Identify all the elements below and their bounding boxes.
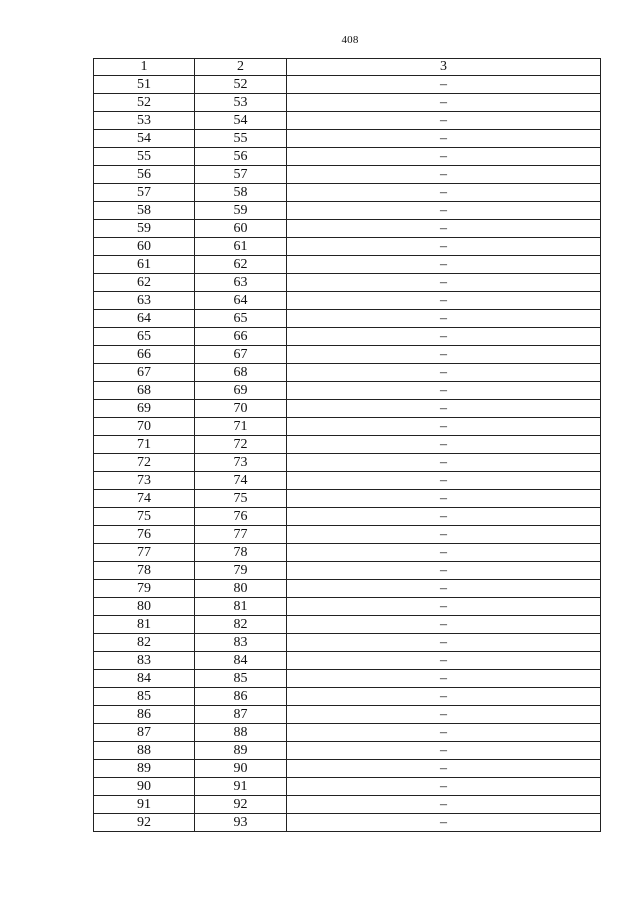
table-cell-col-1: 74 [94,490,195,508]
table-cell-col-1: 67 [94,364,195,382]
table-cell-col-1: 92 [94,814,195,832]
table-row [94,598,601,616]
table-row [94,670,601,688]
table-cell-col-2: 83 [195,634,287,652]
table-cell-col-2: 73 [195,454,287,472]
table-cell-col-1: 84 [94,670,195,688]
table-cell-col-1: 71 [94,436,195,454]
table-row [94,742,601,760]
table-cell-col-3: – [287,256,601,274]
table-cell-col-3: – [287,760,601,778]
table-cell-col-1: 73 [94,472,195,490]
table-row [94,328,601,346]
table-row [94,562,601,580]
table-cell-col-3: – [287,616,601,634]
table-cell-col-3: – [287,184,601,202]
table-cell-col-1: 66 [94,346,195,364]
table-cell-col-3: – [287,238,601,256]
table-cell-col-3: – [287,76,601,94]
table-cell-col-1: 91 [94,796,195,814]
table-cell-col-3: – [287,742,601,760]
table-cell-col-1: 63 [94,292,195,310]
table-cell-col-3: – [287,148,601,166]
table-cell-col-3: – [287,400,601,418]
table-row [94,256,601,274]
data-table [93,58,601,832]
table-cell-col-1: 75 [94,508,195,526]
table-cell-col-2: 61 [195,238,287,256]
page-number: 408 [341,34,359,46]
table-cell-col-2: 70 [195,400,287,418]
table-cell-col-1: 59 [94,220,195,238]
table-row [94,436,601,454]
table-cell-col-1: 78 [94,562,195,580]
table-cell-col-1: 86 [94,706,195,724]
table-cell-col-2: 63 [195,274,287,292]
table-cell-col-1: 82 [94,634,195,652]
table-cell-col-2: 60 [195,220,287,238]
table-cell-col-3: – [287,778,601,796]
table-cell-col-1: 77 [94,544,195,562]
table-cell-col-2: 54 [195,112,287,130]
table-cell-col-1: 56 [94,166,195,184]
table-cell-col-3: – [287,670,601,688]
table-row [94,202,601,220]
table-row [94,130,601,148]
column-header-1: 1 [94,59,195,76]
table-cell-col-2: 57 [195,166,287,184]
table-row [94,166,601,184]
table-cell-col-2: 89 [195,742,287,760]
table-cell-col-2: 66 [195,328,287,346]
table-cell-col-2: 71 [195,418,287,436]
table-cell-col-3: – [287,724,601,742]
table-cell-col-2: 69 [195,382,287,400]
table-cell-col-1: 80 [94,598,195,616]
table-row [94,724,601,742]
table-cell-col-2: 68 [195,364,287,382]
table-cell-col-2: 81 [195,598,287,616]
table-cell-col-2: 91 [195,778,287,796]
column-header-3: 3 [287,59,601,76]
table-cell-col-2: 93 [195,814,287,832]
table-cell-col-1: 51 [94,76,195,94]
table-row [94,238,601,256]
table-cell-col-3: – [287,562,601,580]
table-cell-col-3: – [287,508,601,526]
table-row [94,400,601,418]
table-row [94,814,601,832]
table-row [94,418,601,436]
table-cell-col-3: – [287,796,601,814]
table-cell-col-3: – [287,364,601,382]
table-cell-col-1: 85 [94,688,195,706]
table-cell-col-3: – [287,346,601,364]
table-cell-col-1: 52 [94,94,195,112]
table-cell-col-3: – [287,202,601,220]
table-cell-col-1: 69 [94,400,195,418]
table-cell-col-3: – [287,454,601,472]
table-row [94,184,601,202]
table-row [94,454,601,472]
table-row [94,544,601,562]
table-row [94,220,601,238]
table-cell-col-2: 75 [195,490,287,508]
table-cell-col-3: – [287,130,601,148]
table-cell-col-2: 65 [195,310,287,328]
table-cell-col-2: 76 [195,508,287,526]
table-row [94,364,601,382]
table-cell-col-2: 56 [195,148,287,166]
table-cell-col-1: 55 [94,148,195,166]
table-cell-col-3: – [287,310,601,328]
table-cell-col-3: – [287,328,601,346]
table-cell-col-1: 88 [94,742,195,760]
table-body [94,76,601,832]
table-cell-col-1: 87 [94,724,195,742]
table-cell-col-3: – [287,526,601,544]
table-cell-col-2: 53 [195,94,287,112]
table-cell-col-3: – [287,472,601,490]
table-cell-col-3: – [287,382,601,400]
table-row [94,616,601,634]
table-cell-col-2: 92 [195,796,287,814]
table-row [94,112,601,130]
table-cell-col-3: – [287,112,601,130]
table-cell-col-2: 79 [195,562,287,580]
table-cell-col-1: 61 [94,256,195,274]
table-cell-col-2: 80 [195,580,287,598]
table-cell-col-2: 87 [195,706,287,724]
table-cell-col-3: – [287,814,601,832]
table-row [94,526,601,544]
table-cell-col-2: 72 [195,436,287,454]
table-cell-col-3: – [287,634,601,652]
table-cell-col-2: 62 [195,256,287,274]
table-cell-col-1: 81 [94,616,195,634]
table-cell-col-1: 54 [94,130,195,148]
table-row [94,796,601,814]
table-cell-col-3: – [287,220,601,238]
table-row [94,292,601,310]
table-row [94,274,601,292]
table-cell-col-1: 64 [94,310,195,328]
table-row [94,382,601,400]
table-cell-col-3: – [287,418,601,436]
table-cell-col-3: – [287,652,601,670]
table-header-row [94,59,601,76]
table-cell-col-1: 65 [94,328,195,346]
table-row [94,688,601,706]
table-row [94,706,601,724]
table-cell-col-1: 70 [94,418,195,436]
table-cell-col-2: 59 [195,202,287,220]
table-cell-col-1: 90 [94,778,195,796]
column-header-2: 2 [195,59,287,76]
table-cell-col-3: – [287,490,601,508]
table-cell-col-3: – [287,580,601,598]
table-cell-col-2: 90 [195,760,287,778]
table-row [94,778,601,796]
table-row [94,490,601,508]
table-row [94,472,601,490]
table-cell-col-3: – [287,274,601,292]
table-cell-col-1: 68 [94,382,195,400]
table-cell-col-1: 76 [94,526,195,544]
table-row [94,148,601,166]
table-row [94,310,601,328]
table-cell-col-2: 67 [195,346,287,364]
table-row [94,508,601,526]
table-row [94,346,601,364]
table-cell-col-2: 55 [195,130,287,148]
table-cell-col-2: 77 [195,526,287,544]
table-row [94,634,601,652]
table-cell-col-2: 58 [195,184,287,202]
table-row [94,580,601,598]
table-cell-col-2: 82 [195,616,287,634]
table-cell-col-3: – [287,688,601,706]
table-cell-col-3: – [287,436,601,454]
table-cell-col-2: 88 [195,724,287,742]
table-row [94,76,601,94]
table-cell-col-2: 64 [195,292,287,310]
table-cell-col-1: 89 [94,760,195,778]
table-row [94,652,601,670]
table-cell-col-1: 83 [94,652,195,670]
table-cell-col-3: – [287,544,601,562]
table-cell-col-1: 60 [94,238,195,256]
table-cell-col-3: – [287,706,601,724]
table-header [94,59,601,76]
table-cell-col-3: – [287,598,601,616]
table-cell-col-2: 78 [195,544,287,562]
table-cell-col-2: 86 [195,688,287,706]
table-cell-col-3: – [287,292,601,310]
table-cell-col-2: 74 [195,472,287,490]
table-row [94,94,601,112]
table-cell-col-2: 52 [195,76,287,94]
table-cell-col-1: 79 [94,580,195,598]
table-row [94,760,601,778]
table-cell-col-2: 84 [195,652,287,670]
table-cell-col-1: 62 [94,274,195,292]
table-cell-col-1: 72 [94,454,195,472]
table-cell-col-1: 53 [94,112,195,130]
table-cell-col-3: – [287,166,601,184]
table-cell-col-1: 58 [94,202,195,220]
table-cell-col-1: 57 [94,184,195,202]
table-cell-col-3: – [287,94,601,112]
table-cell-col-2: 85 [195,670,287,688]
